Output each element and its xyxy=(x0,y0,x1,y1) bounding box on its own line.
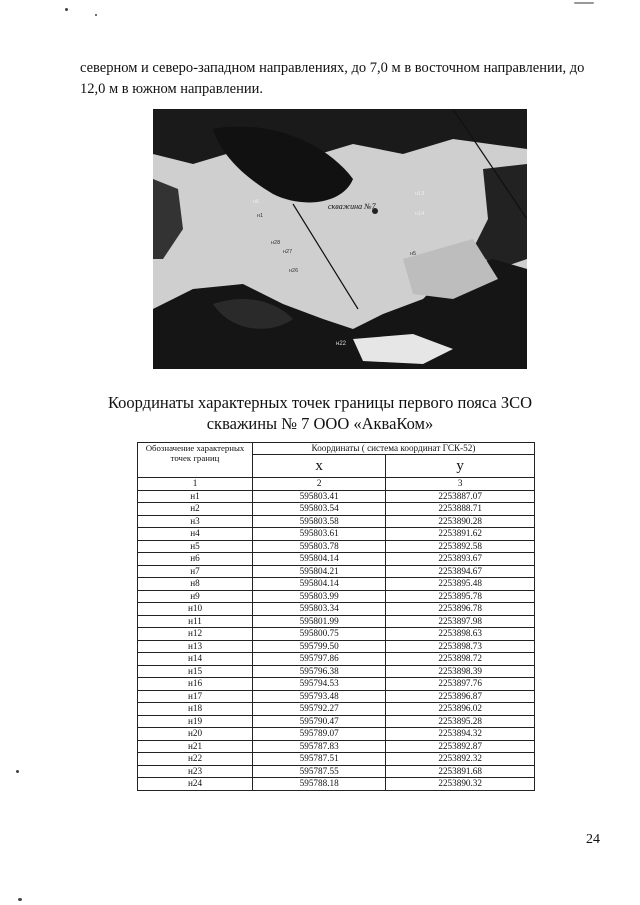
y-coordinate-cell: 2253890.28 xyxy=(386,515,535,528)
x-coordinate-cell: 595797.86 xyxy=(253,653,386,666)
point-cell: н17 xyxy=(138,690,253,703)
point-cell: н16 xyxy=(138,678,253,691)
table-row xyxy=(138,528,535,541)
point-cell: н10 xyxy=(138,603,253,616)
table-row xyxy=(138,703,535,716)
y-coordinate-cell: 2253891.68 xyxy=(386,765,535,778)
x-coordinate-cell: 595789.07 xyxy=(253,728,386,741)
table-row xyxy=(138,490,535,503)
table-row xyxy=(138,515,535,528)
point-cell: н13 xyxy=(138,640,253,653)
point-cell: н11 xyxy=(138,615,253,628)
y-coordinate-cell: 2253898.73 xyxy=(386,640,535,653)
x-header: x xyxy=(253,455,386,478)
site-map-graphic xyxy=(153,109,527,369)
column-number: 2 xyxy=(253,478,386,491)
y-coordinate-cell: 2253892.87 xyxy=(386,740,535,753)
point-cell: н8 xyxy=(138,578,253,591)
point-cell: н14 xyxy=(138,653,253,666)
point-cell: н2 xyxy=(138,503,253,516)
x-coordinate-cell: 595803.58 xyxy=(253,515,386,528)
point-cell: н6 xyxy=(138,553,253,566)
y-coordinate-cell: 2253893.67 xyxy=(386,553,535,566)
x-coordinate-cell: 595790.47 xyxy=(253,715,386,728)
point-cell: н9 xyxy=(138,590,253,603)
y-coordinate-cell: 2253898.39 xyxy=(386,665,535,678)
point-label: н28 xyxy=(271,240,281,246)
x-coordinate-cell: 595804.14 xyxy=(253,578,386,591)
point-cell: н15 xyxy=(138,665,253,678)
page-number: 24 xyxy=(586,832,600,847)
y-coordinate-cell: 2253896.87 xyxy=(386,690,535,703)
y-coordinate-cell: 2253895.48 xyxy=(386,578,535,591)
coordinates-table-body xyxy=(138,490,535,790)
point-cell: н5 xyxy=(138,540,253,553)
x-coordinate-cell: 595803.78 xyxy=(253,540,386,553)
point-cell: н22 xyxy=(138,753,253,766)
y-coordinate-cell: 2253894.67 xyxy=(386,565,535,578)
point-cell: н7 xyxy=(138,565,253,578)
point-cell: н12 xyxy=(138,628,253,641)
y-coordinate-cell: 2253897.76 xyxy=(386,678,535,691)
table-caption: Координаты характерных точек границы первого пояса ЗСО скважины № 7 ООО «АкваКом» xyxy=(107,393,533,433)
point-label: н1 xyxy=(257,213,264,219)
table-row xyxy=(138,653,535,666)
table-row xyxy=(138,740,535,753)
x-coordinate-cell: 595800.75 xyxy=(253,628,386,641)
x-coordinate-cell: 595794.53 xyxy=(253,678,386,691)
point-designation-header: Обозначение характерных точек границ xyxy=(138,443,253,478)
table-row xyxy=(138,628,535,641)
table-row xyxy=(138,565,535,578)
point-label: н6 xyxy=(253,199,260,205)
point-cell: н4 xyxy=(138,528,253,541)
table-row xyxy=(138,715,535,728)
y-coordinate-cell: 2253895.28 xyxy=(386,715,535,728)
point-cell: н23 xyxy=(138,765,253,778)
table-row xyxy=(138,765,535,778)
point-cell: н24 xyxy=(138,778,253,791)
y-coordinate-cell: 2253890.32 xyxy=(386,778,535,791)
point-cell: н1 xyxy=(138,490,253,503)
coordinates-header: Координаты ( система координат ГСК-52) xyxy=(253,443,535,455)
x-coordinate-cell: 595801.99 xyxy=(253,615,386,628)
y-coordinate-cell: 2253891.62 xyxy=(386,528,535,541)
x-coordinate-cell: 595787.83 xyxy=(253,740,386,753)
x-coordinate-cell: 595788.18 xyxy=(253,778,386,791)
y-header: y xyxy=(386,455,535,478)
x-coordinate-cell: 595793.48 xyxy=(253,690,386,703)
column-number: 3 xyxy=(386,478,535,491)
table-row xyxy=(138,578,535,591)
y-coordinate-cell: 2253896.02 xyxy=(386,703,535,716)
y-coordinate-cell: 2253898.63 xyxy=(386,628,535,641)
table-row xyxy=(138,690,535,703)
x-coordinate-cell: 595803.34 xyxy=(253,603,386,616)
y-coordinate-cell: 2253896.78 xyxy=(386,603,535,616)
point-cell: н18 xyxy=(138,703,253,716)
coordinates-table xyxy=(137,442,535,791)
y-coordinate-cell: 2253898.72 xyxy=(386,653,535,666)
y-coordinate-cell: 2253892.58 xyxy=(386,540,535,553)
table-row xyxy=(138,778,535,791)
table-row xyxy=(138,678,535,691)
table-row xyxy=(138,728,535,741)
x-coordinate-cell: 595803.41 xyxy=(253,490,386,503)
table-row xyxy=(138,540,535,553)
x-coordinate-cell: 595803.99 xyxy=(253,590,386,603)
x-coordinate-cell: 595803.61 xyxy=(253,528,386,541)
x-coordinate-cell: 595792.27 xyxy=(253,703,386,716)
table-row xyxy=(138,640,535,653)
table-row xyxy=(138,503,535,516)
point-label: н13 xyxy=(415,191,425,197)
point-label: н14 xyxy=(415,211,425,217)
point-cell: н20 xyxy=(138,728,253,741)
table-row xyxy=(138,753,535,766)
site-map-photo xyxy=(153,109,527,369)
point-cell: н19 xyxy=(138,715,253,728)
y-coordinate-cell: 2253894.32 xyxy=(386,728,535,741)
table-row xyxy=(138,615,535,628)
table-row xyxy=(138,603,535,616)
point-label: н26 xyxy=(289,268,299,274)
well-label: скважина №7 xyxy=(328,202,376,211)
point-cell: н21 xyxy=(138,740,253,753)
intro-paragraph: северном и северо-западном направлениях, до 7,0 м в восточном направлении, до 12,0 м в южном направлении. xyxy=(80,60,585,97)
y-coordinate-cell: 2253897.98 xyxy=(386,615,535,628)
point-cell: н3 xyxy=(138,515,253,528)
x-coordinate-cell: 595804.14 xyxy=(253,553,386,566)
x-coordinate-cell: 595804.21 xyxy=(253,565,386,578)
x-coordinate-cell: 595803.54 xyxy=(253,503,386,516)
y-coordinate-cell: 2253892.32 xyxy=(386,753,535,766)
x-coordinate-cell: 595796.38 xyxy=(253,665,386,678)
point-label: н27 xyxy=(283,249,293,255)
x-coordinate-cell: 595799.50 xyxy=(253,640,386,653)
point-label: н22 xyxy=(336,341,346,347)
point-label: н5 xyxy=(410,251,417,257)
table-row xyxy=(138,590,535,603)
table-row xyxy=(138,553,535,566)
x-coordinate-cell: 595787.51 xyxy=(253,753,386,766)
column-number: 1 xyxy=(138,478,253,491)
y-coordinate-cell: 2253887.07 xyxy=(386,490,535,503)
x-coordinate-cell: 595787.55 xyxy=(253,765,386,778)
y-coordinate-cell: 2253895.78 xyxy=(386,590,535,603)
y-coordinate-cell: 2253888.71 xyxy=(386,503,535,516)
table-row xyxy=(138,665,535,678)
